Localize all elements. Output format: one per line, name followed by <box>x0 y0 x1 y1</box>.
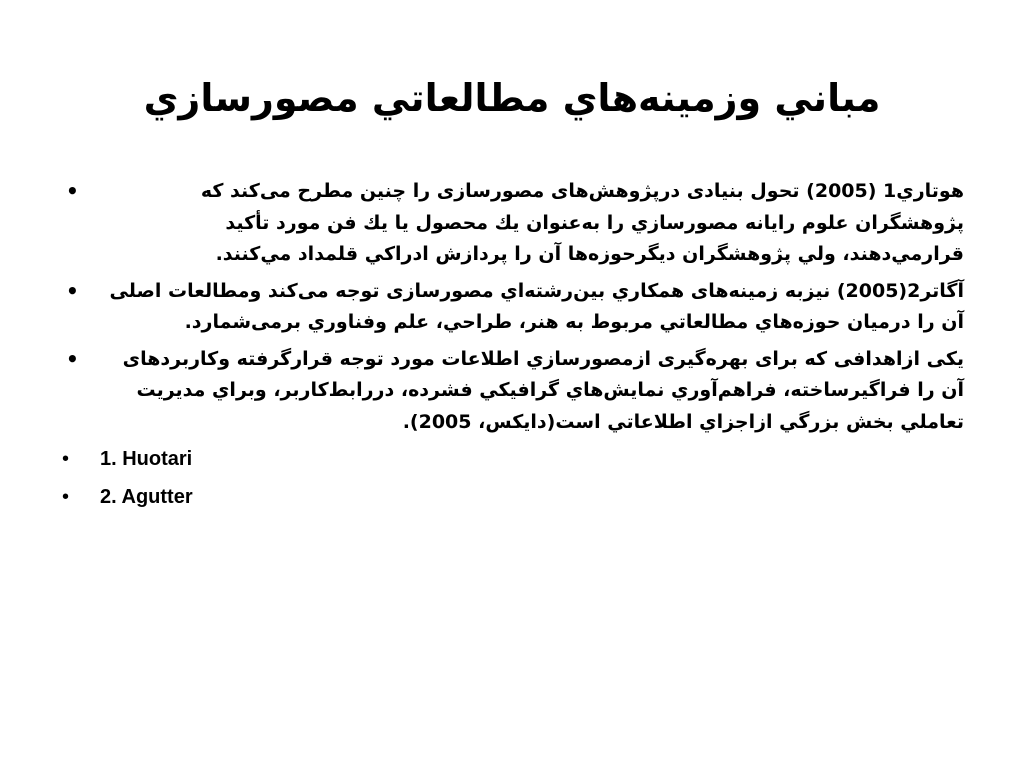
bullet-dot-icon: • <box>66 278 79 303</box>
bullet-text: يکی ازاهدافی که برای بهره‌گيری ازمصورسازي اطلاعات مورد توجه قرارگرفته وكاربردهای آن را فراگيرساخته، فراهم‌آوري نمايش‌هاي گرافيكي فشرده، دررابط‌كاربر، وبراي مديريت تعاملي بخش بزرگي ازاجزاي اطلاعاتي است(دايكس، 2005). <box>122 347 964 433</box>
bullet-item-dykes <box>62 344 964 439</box>
bullet-item-huotari <box>62 176 964 271</box>
bullet-dot-icon: • <box>66 179 79 203</box>
footnote-item-1 <box>62 442 964 476</box>
bullet-text: هوتاري1 (2005) تحول بنيادی درپژوهش‌های مصورسازی را چنین مطرح می‌کند که پژوهشگران علوم رايانه مصورسازي را به‌عنوان يك محصول يا يك فن مورد تأكيد قرارمي‌دهند، ولي پژوهشگران ديگرحوزه‌ها آن را پردازش ادراكي قلمداد مي‌كنند. <box>200 180 964 265</box>
footnote-item-2 <box>62 480 964 514</box>
bullet-dot-icon: • <box>66 346 79 371</box>
footnote-text: 2. Agutter <box>100 486 193 508</box>
bullet-dot-icon: • <box>62 448 70 470</box>
footnote-text: 1. Huotari <box>100 448 193 470</box>
bullet-dot-icon: • <box>62 486 70 508</box>
bullet-item-agutter <box>62 276 964 339</box>
slide-body <box>62 176 964 514</box>
bullet-text: آگاتر2(2005) نيزبه زمينه‌های همكاري بين‌رشته‌اي مصورسازی توجه می‌کند ومطالعات اصلی آن را درميان حوزه‌هاي مطالعاتي مربوط به هنر، طراحي، علم وفناوري برمی‌شمارد. <box>109 279 964 333</box>
slide-title: مباني وزمينه‌هاي مطالعاتي مصورسازي <box>143 76 881 120</box>
